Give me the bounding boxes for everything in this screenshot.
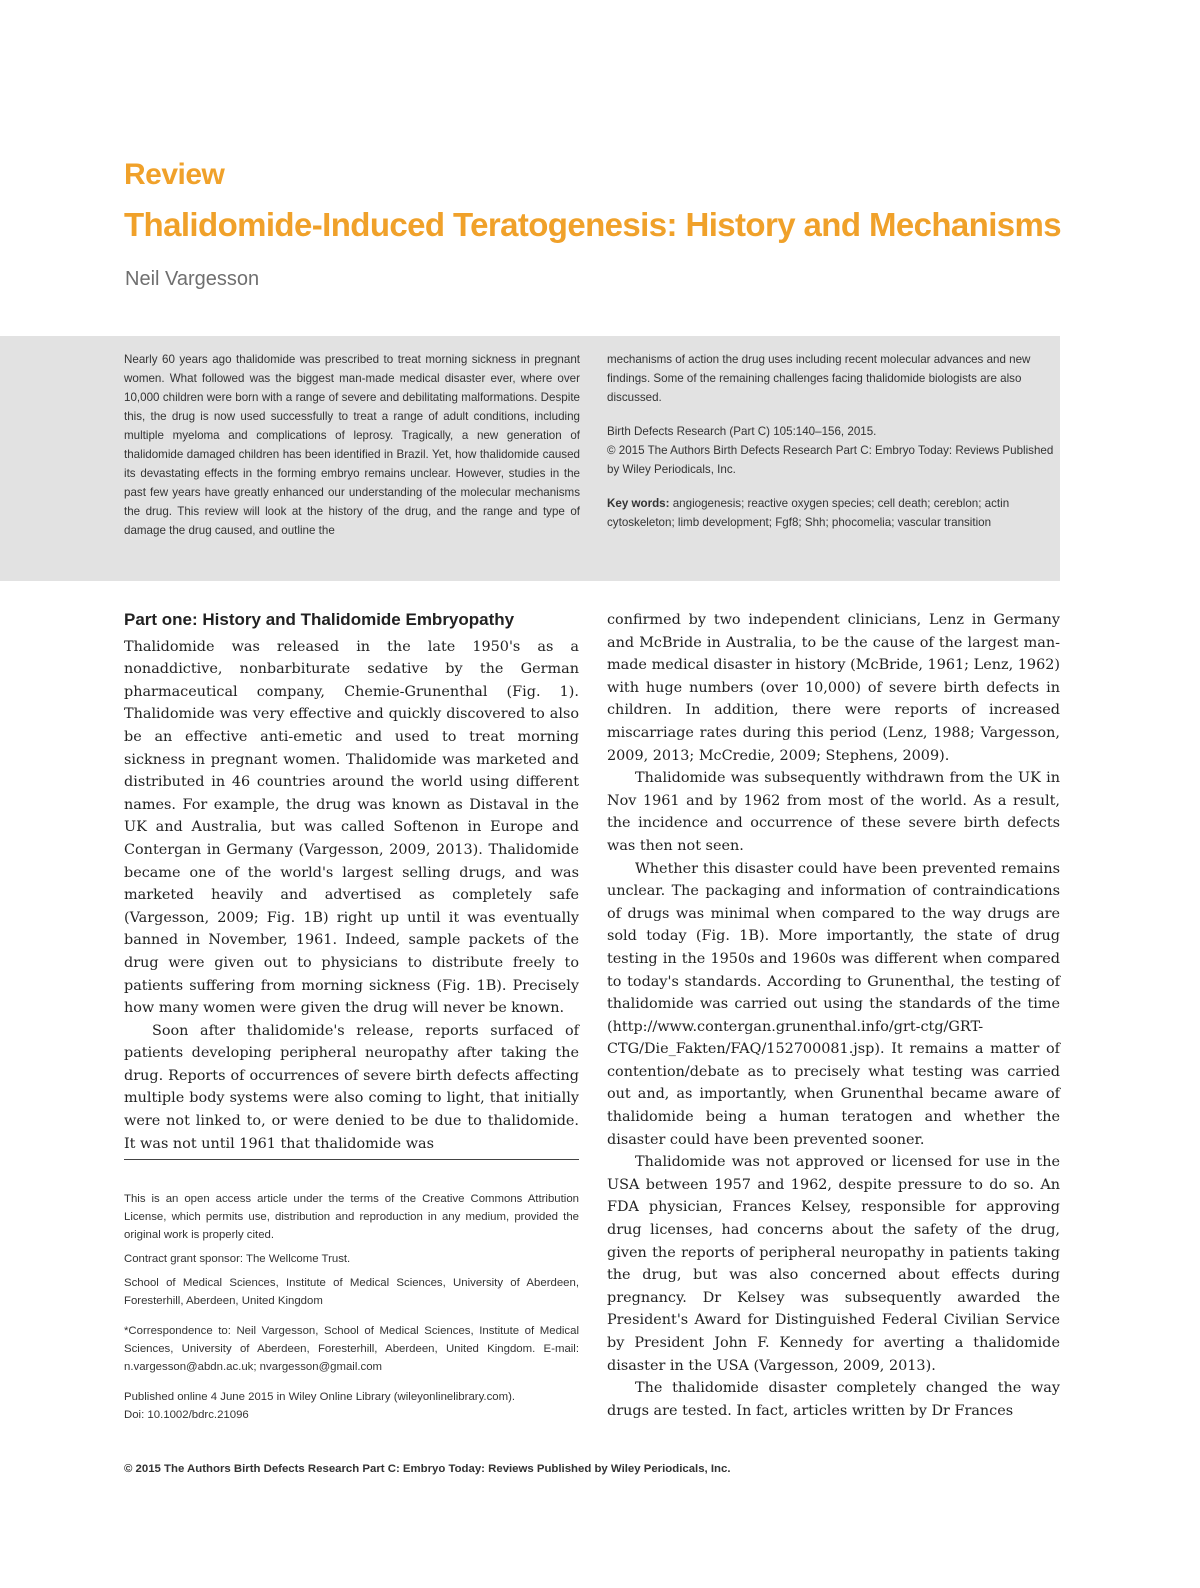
body-paragraph: Thalidomide was subsequently withdrawn from the UK in Nov 1961 and by 1962 from most of the world. As a result, the incidence and occurrence of these severe birth defects was then not seen. [607, 770, 1060, 854]
keywords [607, 494, 1062, 532]
section-heading: Part one: History and Thalidomide Embryopathy [124, 610, 515, 629]
grant-sponsor: Contract grant sponsor: The Wellcome Trust. [124, 1253, 351, 1265]
body-paragraph: confirmed by two independent clinicians, Lenz in Germany and McBride in Australia, to be the cause of the largest man-made medical disaster in history (McBride, 1961; Lenz, 1962) with huge numbers (over 10,000) of severe birth defects in children. In addition, there were reports of increased miscarriage rates during this period (Lenz, 1988; Vargesson, 2009, 2013; McCredie, 2009; Stephens, 2009). [607, 612, 1060, 764]
footnote-divider [124, 1159, 579, 1160]
keywords-list: angiogenesis; reactive oxygen species; cell death; cereblon; actin cytoskeleton; limb development; Fgf8; Shh; phocomelia; vascular transition [607, 497, 1010, 529]
body-paragraph: Thalidomide was released in the late 1950's as a nonaddictive, nonbarbiturate sedative by the German pharmaceutical company, Chemie-Grunenthal (Fig. 1). Thalidomide was very effective and quickly discovered to also be an effective anti-emetic and used to treat morning sickness in pregnant women. Thalidomide was marketed and distributed in 46 countries around the world using different names. For example, the drug was known as Distaval in the UK and Australia, but was called Softenon in Europe and Contergan in Germany (Vargesson, 2009, 2013). Thalidomide became one of the world's largest selling drugs, and was marketed heavily and advertised as completely safe (Vargesson, 2009; Fig. 1B) right up until it was eventually banned in November, 1961. Indeed, sample packets of the drug were given out to physicians to distribute freely to patients suffering from morning sickness (Fig. 1B). Precisely how many women were given the drug will never be known. [124, 638, 579, 1017]
body-paragraph: Thalidomide was not approved or licensed for use in the USA between 1957 and 1962, despite pressure to do so. An FDA physician, Frances Kelsey, responsible for approving drug licenses, had concerns about the safety of the drug, given the reports of peripheral neuropathy in patients taking the drug, but was also concerned about effects during pregnancy. Dr Kelsey was subsequently awarded the President's Award for Distinguished Federal Civilian Service by President John F. Kennedy for averting a thalidomide disaster in the USA (Vargesson, 2009, 2013). [607, 1154, 1060, 1374]
body-right-column [607, 609, 1060, 1422]
body-paragraph: The thalidomide disaster completely changed the way drugs are tested. In fact, articles written by Dr Frances [607, 1380, 1060, 1419]
license-note: This is an open access article under the terms of the Creative Commons Attribution License, which permits use, distribution and reproduction in any medium, provided the original work is properly cited. [124, 1193, 579, 1241]
author-name: Neil Vargesson [125, 268, 260, 290]
published-line: Published online 4 June 2015 in Wiley Online Library (wileyonlinelibrary.com). [124, 1391, 516, 1403]
abstract-left-column [124, 350, 580, 540]
abstract-right-column [607, 350, 1062, 547]
page-footer: © 2015 The Authors Birth Defects Research Part C: Embryo Today: Reviews Published by Wiley Periodicals, Inc. [124, 1463, 731, 1475]
body-paragraph: Whether this disaster could have been prevented remains unclear. The packaging and information of contraindications of drugs was minimal when compared to the way drugs are sold today (Fig. 1B). More importantly, the state of drug testing in the 1950s and 1960s was different when compared to today's standards. According to Grunenthal, the testing of thalidomide was carried out using the standards of the time (http://www.contergan.grunenthal.info/grt-ctg/GRT-CTG/Die_Fakten/FAQ/152700081.jsp). It remains a matter of contention/debate as to precisely what testing was carried out and, as importantly, when Grunenthal became aware of thalidomide being a human teratogen and whether the disaster could have been prevented sooner. [607, 860, 1060, 1148]
article-type-label: Review [124, 158, 225, 191]
doi: Doi: 10.1002/bdrc.21096 [124, 1409, 249, 1421]
footnotes [124, 1190, 579, 1430]
copyright-line: © 2015 The Authors Birth Defects Research Part C: Embryo Today: Reviews Published by Wiley Periodicals, Inc. [607, 444, 1054, 476]
body-left-column [124, 609, 579, 1155]
citation-line: Birth Defects Research (Part C) 105:140–156, 2015. [607, 425, 877, 438]
abstract-text-part2: mechanisms of action the drug uses including recent molecular advances and new findings. Some of the remaining challenges facing thalidomide biologists are also discussed. [607, 353, 1031, 404]
abstract-text-part1: Nearly 60 years ago thalidomide was prescribed to treat morning sickness in pregnant women. What followed was the biggest man-made medical disaster ever, where over 10,000 children were born with a range of severe and debilitating malformations. Despite this, the drug is now used successfully to treat a range of adult conditions, including multiple myeloma and complications of leprosy. Tragically, a new generation of thalidomide damaged children has been identified in Brazil. Yet, how thalidomide caused its devastating effects in the forming embryo remains unclear. However, studies in the past few years have greatly enhanced our understanding of the molecular mechanisms the drug. This review will look at the history of the drug, and the range and type of damage the drug caused, and outline the [124, 353, 580, 537]
body-paragraph: Soon after thalidomide's release, reports surfaced of patients developing peripheral neuropathy after taking the drug. Reports of occurrences of severe birth defects affecting multiple body systems were also coming to light, that initially were not linked to, or were denied to be due to thalidomide. It was not until 1961 that thalidomide was [124, 1022, 579, 1152]
journal-citation [607, 422, 1062, 479]
keywords-label: Key words: [607, 497, 670, 510]
correspondence: *Correspondence to: Neil Vargesson, School of Medical Sciences, Institute of Medical Sciences, University of Aberdeen, Foresterhill, Aberdeen, United Kingdom. E-mail: n.vargesson@abdn.ac.uk; nvargesson@gmail.com [124, 1325, 579, 1373]
affiliation: School of Medical Sciences, Institute of Medical Sciences, University of Aberdeen, Foresterhill, Aberdeen, United Kingdom [124, 1277, 579, 1307]
article-title: Thalidomide-Induced Teratogenesis: History and Mechanisms [124, 206, 1062, 243]
publication-info [124, 1388, 579, 1424]
